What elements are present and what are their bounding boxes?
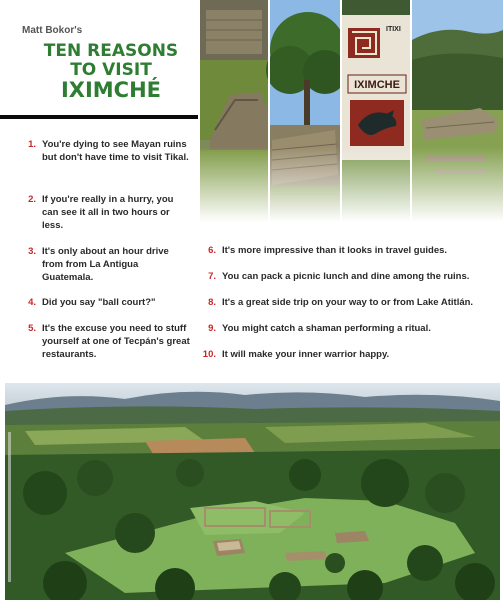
reason-item — [200, 270, 469, 283]
reason-number: 8. — [208, 297, 216, 308]
article-title — [22, 42, 200, 102]
reason-item — [200, 348, 389, 361]
title-block — [22, 25, 200, 102]
reason-item — [200, 296, 473, 309]
reason-item — [20, 245, 190, 284]
photo-fade — [200, 147, 503, 222]
title-line-1: TEN REASONS — [43, 41, 179, 61]
aerial-landscape-photo — [5, 383, 500, 600]
reason-text: It's more impressive than it looks in travel guides. — [222, 245, 448, 256]
reason-text: It's the excuse you need to stuff yourself at one of Tecpán's great restaurants. — [42, 323, 190, 360]
reason-text: Did you say "ball court?" — [42, 297, 156, 308]
title-line-2: TO VISIT — [70, 59, 152, 80]
reason-item — [200, 322, 431, 335]
reason-text: You can pack a picnic lunch and dine among the ruins. — [222, 271, 470, 282]
sign-top-text: ITIXI — [386, 26, 401, 33]
reason-number: 1. — [28, 139, 36, 150]
reason-text: You're dying to see Mayan ruins but don't have time to visit Tikal. — [42, 139, 189, 163]
reason-item — [20, 322, 190, 361]
title-divider — [0, 115, 198, 119]
reason-number: 10. — [202, 349, 216, 360]
sign-iximche-text: IXIMCHE — [354, 79, 400, 91]
reason-item — [20, 296, 156, 309]
reason-text: If you're really in a hurry, you can see it all in two hours or less. — [42, 194, 174, 231]
reason-text: It will make your inner warrior happy. — [222, 349, 390, 360]
reason-number: 7. — [208, 271, 216, 282]
reason-number: 4. — [28, 297, 36, 308]
reason-item — [20, 138, 190, 164]
photo-credit-strip — [7, 392, 13, 592]
reason-item — [200, 244, 447, 257]
reason-number: 3. — [28, 246, 36, 257]
reason-number: 9. — [208, 323, 216, 334]
reason-item — [20, 193, 190, 232]
reason-number: 5. — [28, 323, 36, 334]
reason-text: It's a great side trip on your way to or from Lake Atitlán. — [222, 297, 474, 308]
reason-number: 2. — [28, 194, 36, 205]
reason-text: It's only about an hour drive from from La Antigua Guatemala. — [42, 246, 169, 283]
title-line-3: IXIMCHÉ — [60, 78, 162, 103]
reason-text: You might catch a shaman performing a ritual. — [222, 323, 431, 334]
byline: Matt Bokor's — [22, 25, 83, 36]
reason-number: 6. — [208, 245, 216, 256]
